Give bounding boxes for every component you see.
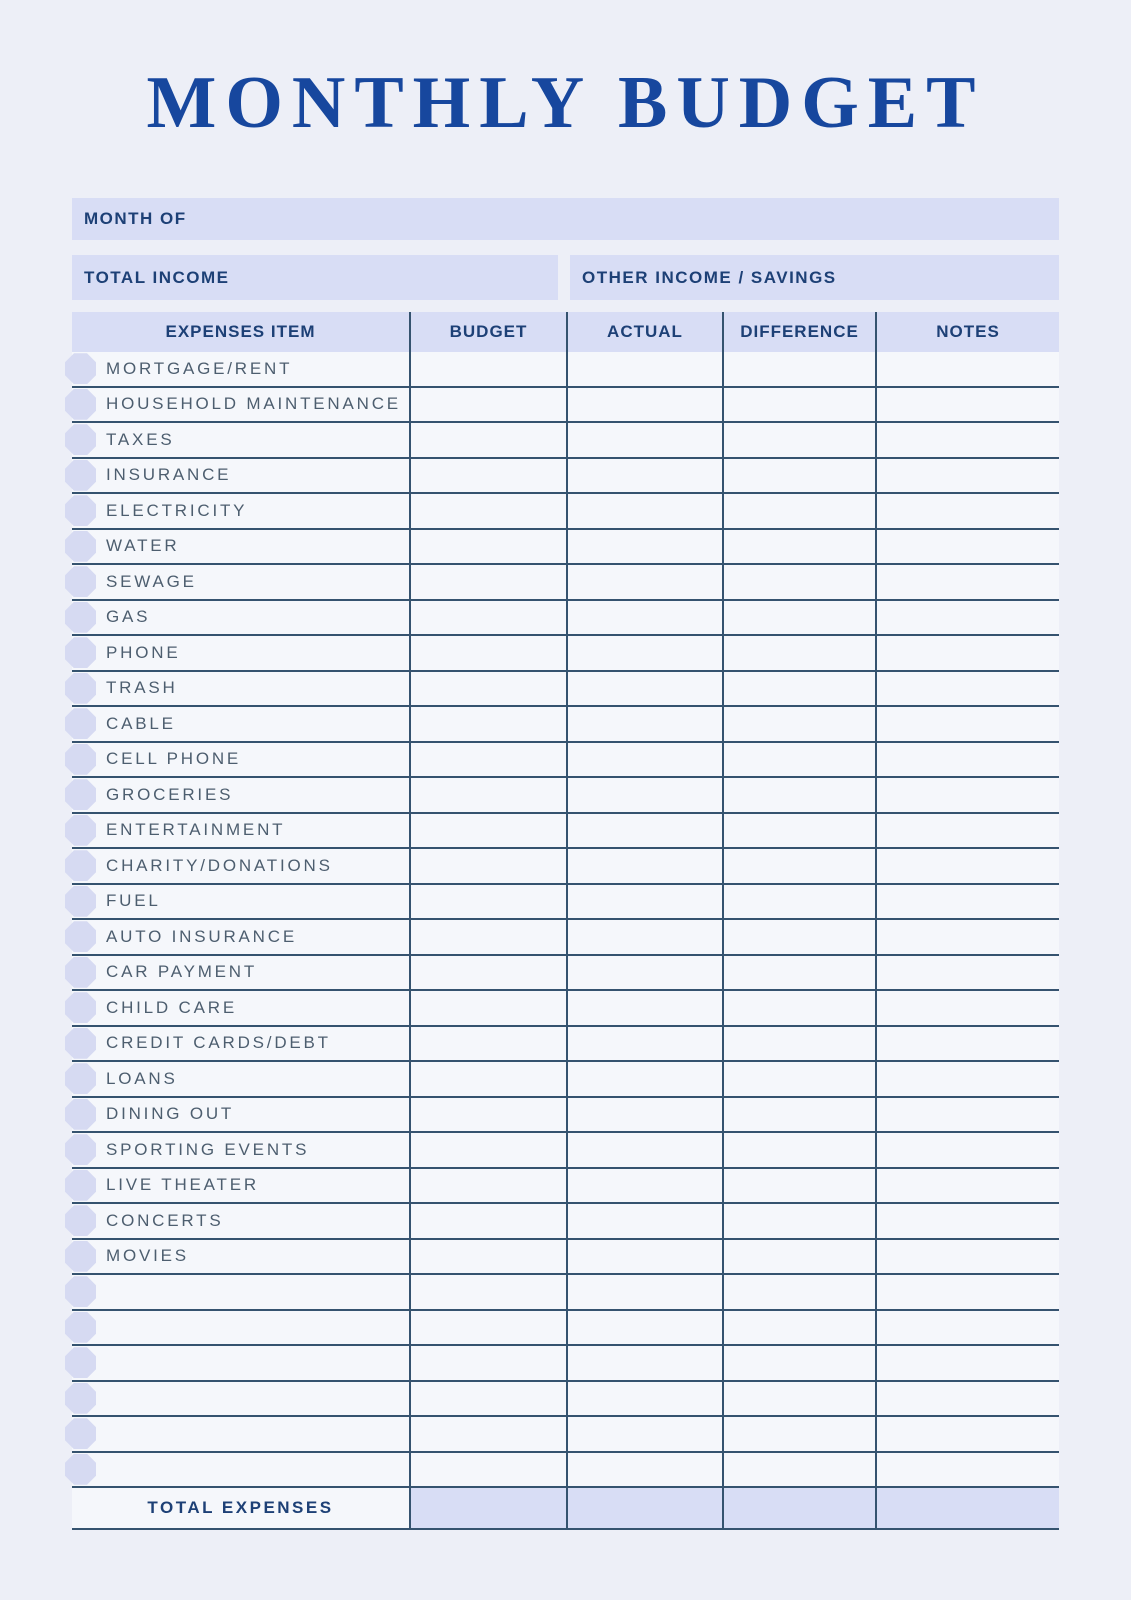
- octagon-bullet-icon: [65, 1028, 96, 1059]
- notes-cell: [875, 1027, 1059, 1061]
- expense-item-cell: [72, 494, 409, 528]
- difference-cell: [722, 1275, 875, 1309]
- total-budget-cell: [409, 1488, 566, 1528]
- difference-cell: [722, 707, 875, 741]
- notes-cell: [875, 1275, 1059, 1309]
- octagon-bullet-icon: [65, 1134, 96, 1165]
- difference-cell: [722, 672, 875, 706]
- expense-item-label: SEWAGE: [106, 571, 197, 591]
- expense-item-label: CHARITY/DONATIONS: [106, 855, 333, 875]
- difference-cell: [722, 1027, 875, 1061]
- octagon-bullet-icon: [65, 602, 96, 633]
- expense-row: [72, 1027, 1059, 1063]
- difference-cell: [722, 1417, 875, 1451]
- actual-cell: [566, 991, 722, 1025]
- actual-cell: [566, 1417, 722, 1451]
- octagon-bullet-icon: [65, 531, 96, 562]
- total-difference-cell: [722, 1488, 875, 1528]
- total-income-bar: [72, 255, 558, 300]
- budget-cell: [409, 565, 566, 599]
- expense-row: [72, 672, 1059, 708]
- expense-item-label: ELECTRICITY: [106, 500, 248, 520]
- notes-cell: [875, 1169, 1059, 1203]
- difference-cell: [722, 743, 875, 777]
- octagon-bullet-icon: [65, 637, 96, 668]
- octagon-bullet-icon: [65, 886, 96, 917]
- difference-cell: [722, 1311, 875, 1345]
- actual-cell: [566, 1453, 722, 1487]
- actual-cell: [566, 1027, 722, 1061]
- budget-cell: [409, 920, 566, 954]
- header-notes: NOTES: [875, 312, 1059, 352]
- octagon-bullet-icon: [65, 921, 96, 952]
- difference-cell: [722, 1382, 875, 1416]
- expense-item-cell: [72, 743, 409, 777]
- actual-cell: [566, 920, 722, 954]
- notes-cell: [875, 1098, 1059, 1132]
- difference-cell: [722, 1204, 875, 1238]
- notes-cell: [875, 743, 1059, 777]
- budget-cell: [409, 1275, 566, 1309]
- actual-cell: [566, 1133, 722, 1167]
- actual-cell: [566, 494, 722, 528]
- expense-row: [72, 1133, 1059, 1169]
- notes-cell: [875, 352, 1059, 386]
- difference-cell: [722, 459, 875, 493]
- expense-item-cell: [72, 565, 409, 599]
- difference-cell: [722, 885, 875, 919]
- difference-cell: [722, 778, 875, 812]
- octagon-bullet-icon: [65, 1276, 96, 1307]
- expense-row: [72, 530, 1059, 566]
- expense-item-label: MOVIES: [106, 1246, 189, 1266]
- octagon-bullet-icon: [65, 1312, 96, 1343]
- actual-cell: [566, 565, 722, 599]
- notes-cell: [875, 1204, 1059, 1238]
- expense-item-cell: [72, 1169, 409, 1203]
- actual-cell: [566, 459, 722, 493]
- actual-cell: [566, 1062, 722, 1096]
- expense-item-label: CHILD CARE: [106, 997, 237, 1017]
- expense-rows: [72, 352, 1059, 1488]
- octagon-bullet-icon: [65, 708, 96, 739]
- octagon-bullet-icon: [65, 1383, 96, 1414]
- actual-cell: [566, 1382, 722, 1416]
- header-expenses-item: EXPENSES ITEM: [165, 322, 316, 341]
- expense-item-label: CREDIT CARDS/DEBT: [106, 1033, 331, 1053]
- octagon-bullet-icon: [65, 992, 96, 1023]
- budget-cell: [409, 459, 566, 493]
- budget-cell: [409, 352, 566, 386]
- notes-cell: [875, 920, 1059, 954]
- budget-cell: [409, 1027, 566, 1061]
- expense-item-cell: [72, 849, 409, 883]
- expense-item-cell: [72, 1204, 409, 1238]
- total-notes-cell: [875, 1488, 1059, 1528]
- budget-cell: [409, 1453, 566, 1487]
- actual-cell: [566, 636, 722, 670]
- difference-cell: [722, 636, 875, 670]
- budget-cell: [409, 494, 566, 528]
- expense-item-cell: [72, 885, 409, 919]
- notes-cell: [875, 672, 1059, 706]
- empty-expense-row: [72, 1382, 1059, 1418]
- expense-item-cell: [72, 601, 409, 635]
- expense-item-cell: [72, 778, 409, 812]
- actual-cell: [566, 1098, 722, 1132]
- budget-cell: [409, 849, 566, 883]
- expense-row: [72, 459, 1059, 495]
- difference-cell: [722, 956, 875, 990]
- notes-cell: [875, 1240, 1059, 1274]
- notes-cell: [875, 636, 1059, 670]
- notes-cell: [875, 601, 1059, 635]
- other-income-savings-label: OTHER INCOME / SAVINGS: [582, 267, 837, 287]
- notes-cell: [875, 1346, 1059, 1380]
- notes-cell: [875, 388, 1059, 422]
- expense-item-label: HOUSEHOLD MAINTENANCE: [106, 394, 401, 414]
- expenses-table: [72, 312, 1059, 1530]
- budget-cell: [409, 423, 566, 457]
- header-actual: ACTUAL: [566, 312, 722, 352]
- page-title: MONTHLY BUDGET: [146, 62, 985, 144]
- budget-cell: [409, 1382, 566, 1416]
- budget-cell: [409, 885, 566, 919]
- expense-item-cell: [72, 1311, 409, 1345]
- expense-row: [72, 636, 1059, 672]
- expense-item-cell: [72, 707, 409, 741]
- expense-item-label: CONCERTS: [106, 1210, 224, 1230]
- expense-item-label: LIVE THEATER: [106, 1175, 259, 1195]
- expense-item-label: GROCERIES: [106, 784, 234, 804]
- empty-expense-row: [72, 1453, 1059, 1489]
- empty-expense-row: [72, 1417, 1059, 1453]
- expense-item-cell: [72, 1417, 409, 1451]
- octagon-bullet-icon: [65, 389, 96, 420]
- expense-item-cell: [72, 1240, 409, 1274]
- octagon-bullet-icon: [65, 353, 96, 384]
- notes-cell: [875, 991, 1059, 1025]
- octagon-bullet-icon: [65, 850, 96, 881]
- octagon-bullet-icon: [65, 1347, 96, 1378]
- difference-cell: [722, 1169, 875, 1203]
- notes-cell: [875, 494, 1059, 528]
- notes-cell: [875, 565, 1059, 599]
- expense-row: [72, 920, 1059, 956]
- empty-expense-row: [72, 1346, 1059, 1382]
- budget-cell: [409, 1311, 566, 1345]
- actual-cell: [566, 885, 722, 919]
- expense-row: [72, 885, 1059, 921]
- expense-item-label: LOANS: [106, 1068, 178, 1088]
- actual-cell: [566, 601, 722, 635]
- actual-cell: [566, 778, 722, 812]
- expense-row: [72, 1169, 1059, 1205]
- actual-cell: [566, 352, 722, 386]
- budget-cell: [409, 1169, 566, 1203]
- actual-cell: [566, 1346, 722, 1380]
- expense-item-cell: [72, 814, 409, 848]
- difference-cell: [722, 423, 875, 457]
- expense-row: [72, 601, 1059, 637]
- month-of-label: MONTH OF: [84, 209, 187, 228]
- octagon-bullet-icon: [65, 1454, 96, 1485]
- expense-item-cell: [72, 388, 409, 422]
- notes-cell: [875, 849, 1059, 883]
- expense-item-label: MORTGAGE/RENT: [106, 358, 293, 378]
- expense-item-label: PHONE: [106, 642, 181, 662]
- expense-item-label: CABLE: [106, 713, 176, 733]
- expense-item-label: CELL PHONE: [106, 749, 242, 769]
- expense-item-cell: [72, 672, 409, 706]
- expense-row: [72, 1062, 1059, 1098]
- income-bars-row: [72, 255, 1059, 300]
- octagon-bullet-icon: [65, 566, 96, 597]
- notes-cell: [875, 956, 1059, 990]
- budget-cell: [409, 1417, 566, 1451]
- expense-item-cell: [72, 1346, 409, 1380]
- expense-item-cell: [72, 636, 409, 670]
- expense-row: [72, 494, 1059, 530]
- octagon-bullet-icon: [65, 815, 96, 846]
- difference-cell: [722, 920, 875, 954]
- expense-row: [72, 778, 1059, 814]
- difference-cell: [722, 601, 875, 635]
- expense-item-cell: [72, 352, 409, 386]
- expense-item-label: DINING OUT: [106, 1104, 235, 1124]
- difference-cell: [722, 494, 875, 528]
- expense-row: [72, 743, 1059, 779]
- expense-row: [72, 849, 1059, 885]
- budget-cell: [409, 1133, 566, 1167]
- month-of-bar: [72, 198, 1059, 240]
- actual-cell: [566, 672, 722, 706]
- expense-row: [72, 1204, 1059, 1240]
- budget-cell: [409, 530, 566, 564]
- difference-cell: [722, 814, 875, 848]
- expense-item-cell: [72, 1062, 409, 1096]
- expense-item-cell: [72, 1275, 409, 1309]
- actual-cell: [566, 1169, 722, 1203]
- budget-cell: [409, 1346, 566, 1380]
- notes-cell: [875, 1133, 1059, 1167]
- octagon-bullet-icon: [65, 424, 96, 455]
- octagon-bullet-icon: [65, 957, 96, 988]
- notes-cell: [875, 778, 1059, 812]
- actual-cell: [566, 423, 722, 457]
- actual-cell: [566, 743, 722, 777]
- budget-cell: [409, 636, 566, 670]
- notes-cell: [875, 459, 1059, 493]
- difference-cell: [722, 530, 875, 564]
- expense-row: [72, 388, 1059, 424]
- difference-cell: [722, 1062, 875, 1096]
- difference-cell: [722, 1453, 875, 1487]
- difference-cell: [722, 1098, 875, 1132]
- budget-cell: [409, 1098, 566, 1132]
- expense-item-cell: [72, 991, 409, 1025]
- budget-cell: [409, 743, 566, 777]
- octagon-bullet-icon: [65, 673, 96, 704]
- budget-cell: [409, 956, 566, 990]
- expense-row: [72, 956, 1059, 992]
- actual-cell: [566, 1275, 722, 1309]
- expense-row: [72, 707, 1059, 743]
- total-expenses-row: [72, 1488, 1059, 1530]
- actual-cell: [566, 849, 722, 883]
- budget-cell: [409, 1204, 566, 1238]
- expense-item-cell: [72, 1027, 409, 1061]
- expense-row: [72, 423, 1059, 459]
- expense-item-label: SPORTING EVENTS: [106, 1139, 310, 1159]
- header-budget: BUDGET: [409, 312, 566, 352]
- budget-cell: [409, 601, 566, 635]
- expense-item-label: TAXES: [106, 429, 175, 449]
- total-expenses-label-cell: [72, 1488, 409, 1528]
- expense-item-label: ENTERTAINMENT: [106, 820, 286, 840]
- difference-cell: [722, 352, 875, 386]
- budget-cell: [409, 1062, 566, 1096]
- octagon-bullet-icon: [65, 1241, 96, 1272]
- expense-row: [72, 1240, 1059, 1276]
- expense-item-cell: [72, 956, 409, 990]
- octagon-bullet-icon: [65, 1170, 96, 1201]
- actual-cell: [566, 814, 722, 848]
- difference-cell: [722, 388, 875, 422]
- table-header-row: [72, 312, 1059, 352]
- notes-cell: [875, 1417, 1059, 1451]
- expense-item-label: TRASH: [106, 678, 178, 698]
- expense-item-cell: [72, 1382, 409, 1416]
- difference-cell: [722, 849, 875, 883]
- header-difference: DIFFERENCE: [722, 312, 875, 352]
- notes-cell: [875, 1311, 1059, 1345]
- expense-item-label: FUEL: [106, 891, 161, 911]
- expense-item-cell: [72, 423, 409, 457]
- octagon-bullet-icon: [65, 460, 96, 491]
- notes-cell: [875, 1382, 1059, 1416]
- expense-item-cell: [72, 459, 409, 493]
- octagon-bullet-icon: [65, 1063, 96, 1094]
- actual-cell: [566, 956, 722, 990]
- difference-cell: [722, 565, 875, 599]
- expense-item-label: WATER: [106, 536, 180, 556]
- expense-item-label: INSURANCE: [106, 465, 232, 485]
- octagon-bullet-icon: [65, 779, 96, 810]
- expense-item-label: CAR PAYMENT: [106, 962, 258, 982]
- difference-cell: [722, 1240, 875, 1274]
- expense-item-cell: [72, 1133, 409, 1167]
- expense-item-cell: [72, 1098, 409, 1132]
- expense-row: [72, 565, 1059, 601]
- notes-cell: [875, 530, 1059, 564]
- total-income-label: TOTAL INCOME: [84, 267, 230, 287]
- octagon-bullet-icon: [65, 1099, 96, 1130]
- expense-item-label: AUTO INSURANCE: [106, 926, 297, 946]
- notes-cell: [875, 707, 1059, 741]
- actual-cell: [566, 707, 722, 741]
- actual-cell: [566, 1240, 722, 1274]
- octagon-bullet-icon: [65, 1205, 96, 1236]
- octagon-bullet-icon: [65, 1418, 96, 1449]
- notes-cell: [875, 885, 1059, 919]
- notes-cell: [875, 814, 1059, 848]
- actual-cell: [566, 1204, 722, 1238]
- octagon-bullet-icon: [65, 495, 96, 526]
- budget-cell: [409, 707, 566, 741]
- budget-cell: [409, 388, 566, 422]
- empty-expense-row: [72, 1275, 1059, 1311]
- budget-cell: [409, 814, 566, 848]
- actual-cell: [566, 530, 722, 564]
- expense-item-label: GAS: [106, 607, 151, 627]
- expense-row: [72, 814, 1059, 850]
- difference-cell: [722, 1133, 875, 1167]
- expense-item-cell: [72, 920, 409, 954]
- difference-cell: [722, 1346, 875, 1380]
- octagon-bullet-icon: [65, 744, 96, 775]
- expense-row: [72, 352, 1059, 388]
- expense-item-cell: [72, 530, 409, 564]
- difference-cell: [722, 991, 875, 1025]
- expense-row: [72, 991, 1059, 1027]
- actual-cell: [566, 388, 722, 422]
- actual-cell: [566, 1311, 722, 1345]
- expense-item-cell: [72, 1453, 409, 1487]
- notes-cell: [875, 1453, 1059, 1487]
- empty-expense-row: [72, 1311, 1059, 1347]
- budget-cell: [409, 672, 566, 706]
- budget-cell: [409, 1240, 566, 1274]
- notes-cell: [875, 1062, 1059, 1096]
- expense-row: [72, 1098, 1059, 1134]
- budget-cell: [409, 778, 566, 812]
- total-actual-cell: [566, 1488, 722, 1528]
- total-expenses-label: TOTAL EXPENSES: [147, 1498, 334, 1517]
- notes-cell: [875, 423, 1059, 457]
- budget-cell: [409, 991, 566, 1025]
- other-income-savings-bar: [570, 255, 1059, 300]
